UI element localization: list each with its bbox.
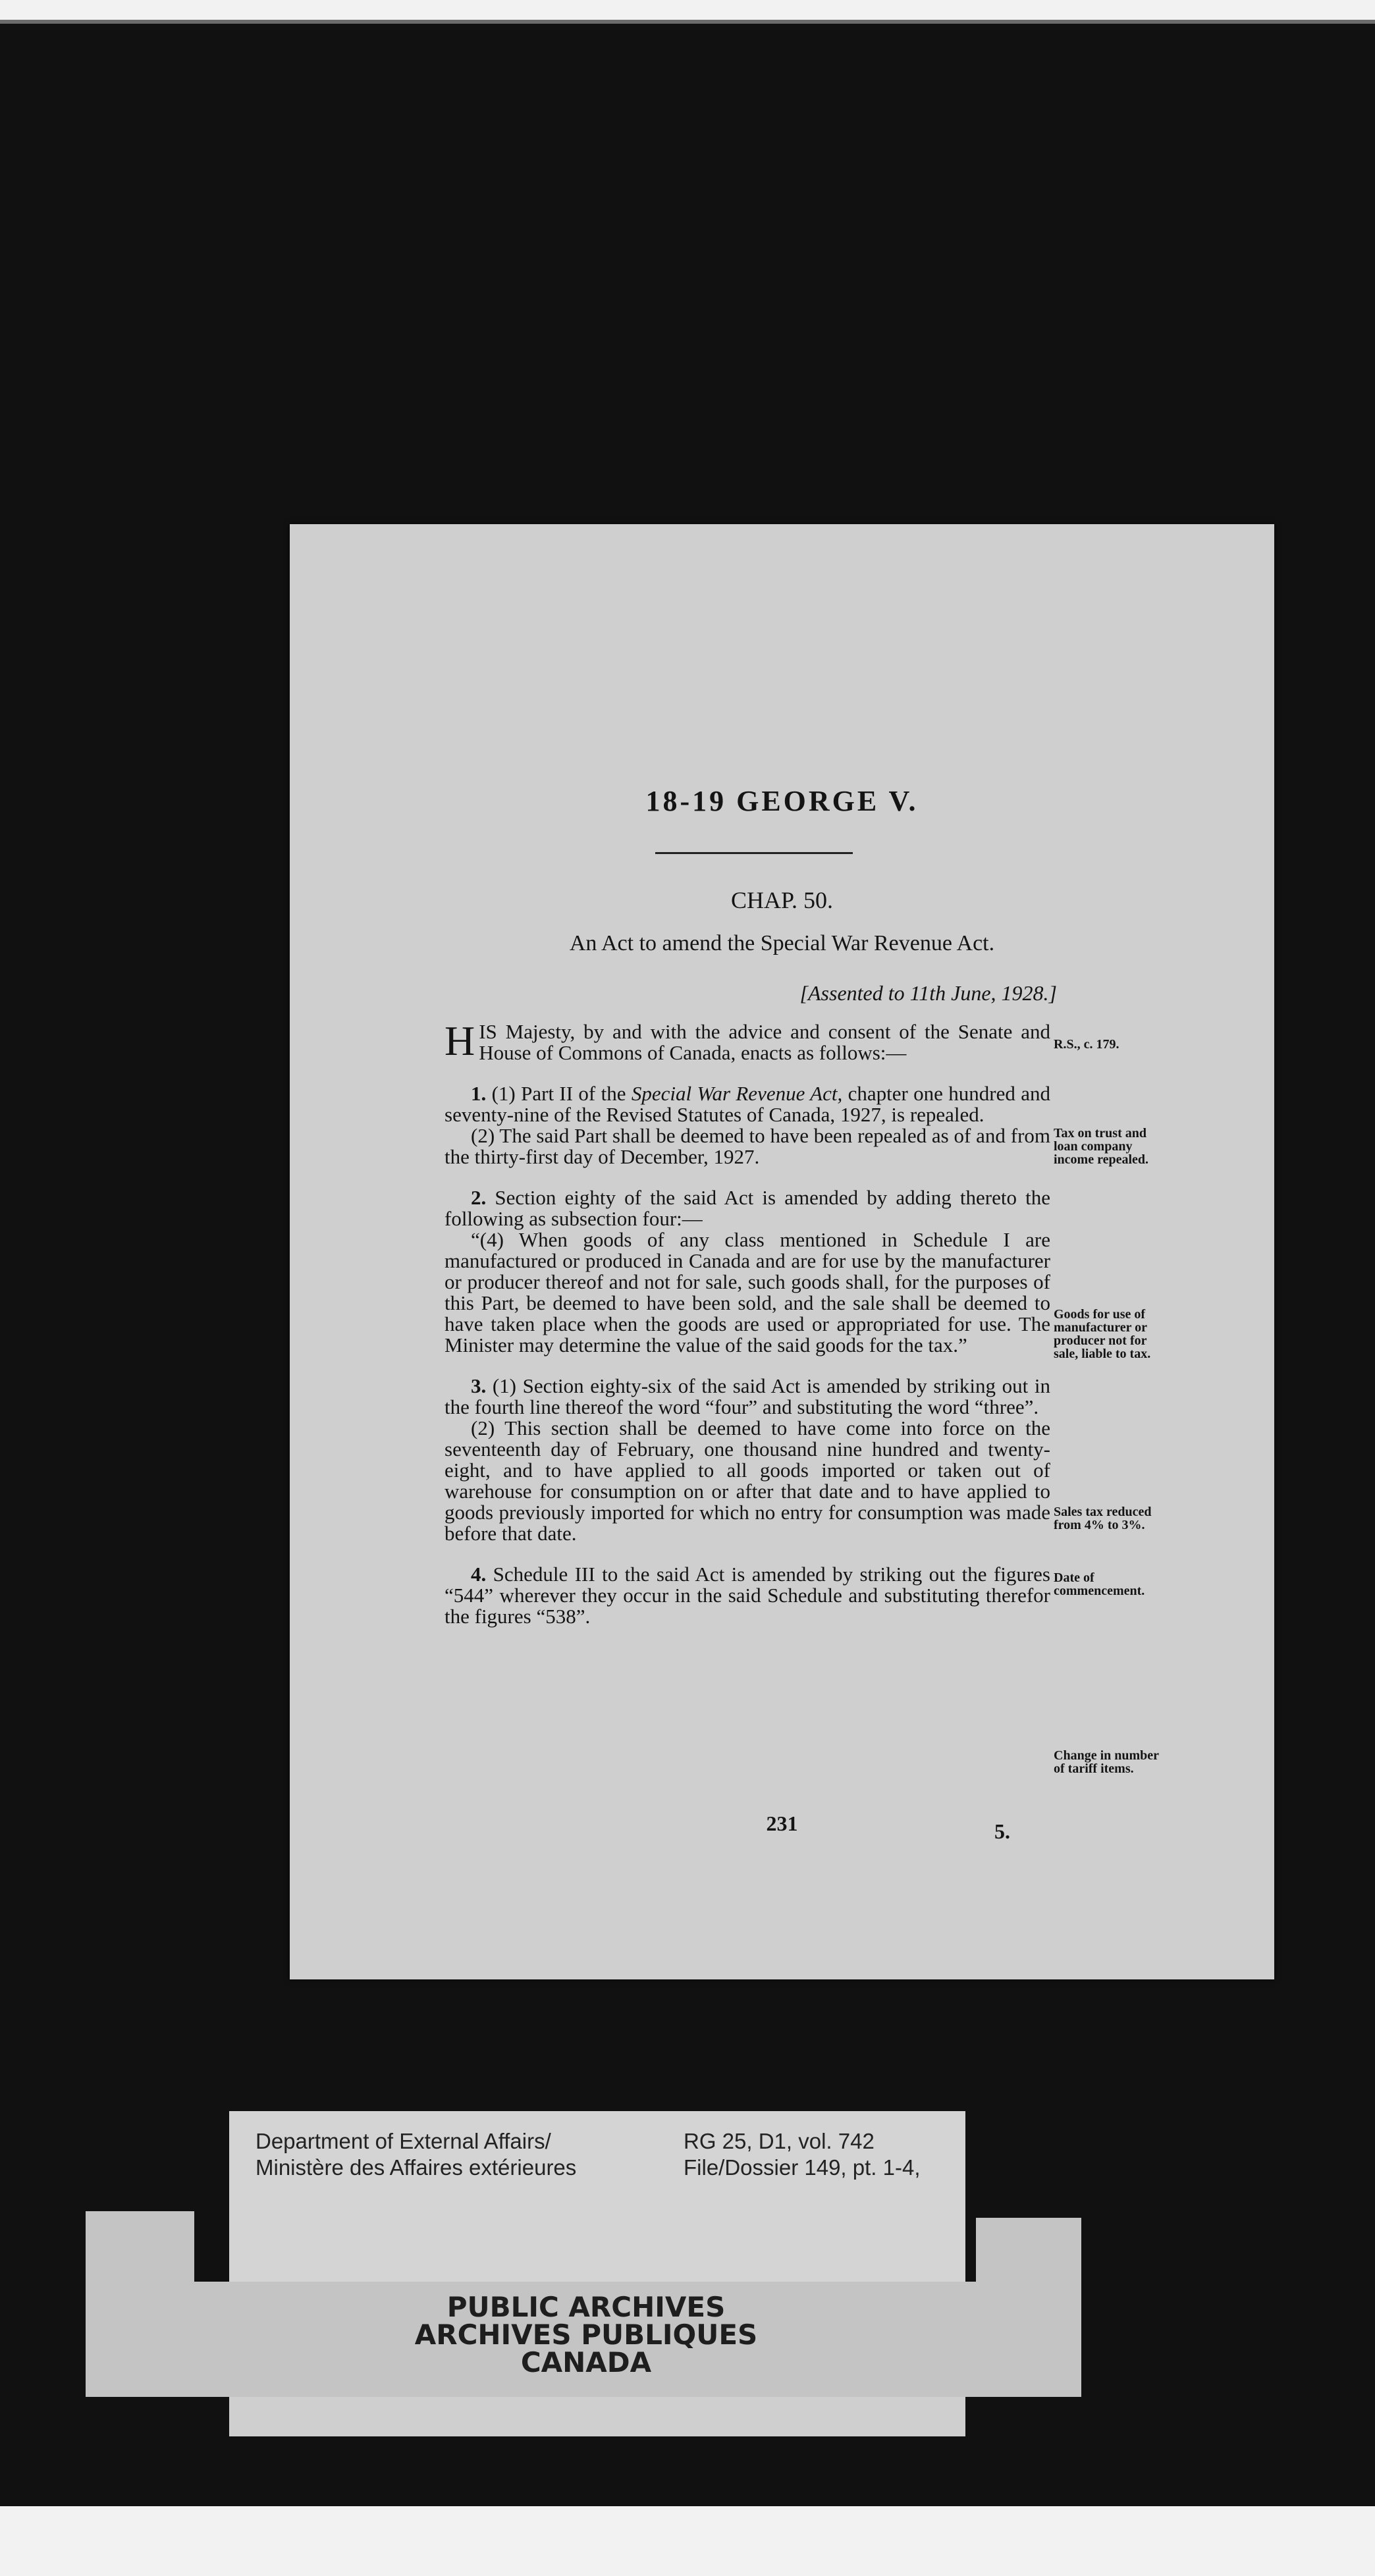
- card-tab-left: [86, 2211, 194, 2284]
- card-tab-right: [976, 2218, 1081, 2290]
- margin-note-goods-for-use: Goods for use of manufacturer or producer not for sale, liable to tax.: [1054, 1307, 1151, 1361]
- catchword: 5.: [994, 1819, 1010, 1843]
- document-page: [290, 524, 1274, 1979]
- reference-line-1: RG 25, D1, vol. 742: [684, 2129, 875, 2153]
- section-number: 3.: [471, 1374, 487, 1397]
- section-text: Schedule III to the said Act is amended by striking out the figures “544” wherever they occur in the said Schedule and substituting therefor the figures “538”.: [445, 1563, 1050, 1628]
- stamp-line-2: ARCHIVES PUBLIQUES: [414, 2319, 758, 2351]
- stamp-line-3: CANADA: [520, 2346, 652, 2378]
- page-number: 231: [766, 1811, 798, 1835]
- margin-note-sales-tax: Sales tax reduced from 4% to 3%.: [1054, 1505, 1152, 1532]
- margin-note-tax-on-trust: Tax on trust and loan company income repealed.: [1054, 1126, 1149, 1167]
- department-line-1: Department of External Affairs/: [256, 2129, 551, 2153]
- section-3-2: (2) This section shall be deemed to have come into force on the seventeenth day of February, one thousand nine hundred and twenty-eight, and to have applied to all goods imported or taken out of warehouse for consumption on or after that date and to have applied to goods previously imported for which no entry for consumption was made before that date.: [445, 1416, 1050, 1545]
- card-bottom-strip: [229, 2397, 965, 2436]
- section-text: (1) Part II of the: [486, 1082, 632, 1105]
- margin-note-date-commencement: Date of commencement.: [1054, 1570, 1145, 1598]
- document-title: 18-19 GEORGE V.: [645, 785, 919, 817]
- section-2: [445, 1187, 1050, 1229]
- margin-note-rs: R.S., c. 179.: [1054, 1037, 1119, 1052]
- act-name-italic: Special War Revenue Act,: [631, 1082, 843, 1105]
- section-number: 2.: [471, 1186, 487, 1209]
- section-number: 4.: [471, 1563, 487, 1586]
- margin-note-change-number: Change in number of tariff items.: [1054, 1748, 1159, 1776]
- public-archives-stamp: [0, 2291, 1172, 2378]
- section-text: Section eighty of the said Act is amended by adding thereto the following as subsection four:—: [445, 1186, 1050, 1230]
- title-rule: [655, 852, 853, 854]
- section-text: (1) Section eighty-six of the said Act is amended by striking out in the fourth line thereof the word “four” and substituting the word “three”.: [445, 1374, 1050, 1418]
- section-text: chapter one hundred and seventy-nine of the Revised Statutes of Canada, 1927, is repealed.: [445, 1082, 1050, 1126]
- stamp-line-1: PUBLIC ARCHIVES: [446, 2291, 726, 2323]
- preamble-text: IS Majesty, by and with the advice and consent of the Senate and House of Commons of Canada, enacts as follows:—: [479, 1020, 1050, 1064]
- section-2-subsection-4: “(4) When goods of any class mentioned in Schedule I are manufactured or produced in Canada and are for use by the manufacturer or producer thereof and not for sale, such goods shall, for the purposes of this Part, be deemed to have been sold, and the sale shall be deemed to have taken place when the goods are used or appropriated for use. The Minister may determine the value of the said goods for the tax.”: [445, 1228, 1050, 1356]
- act-body: [445, 1017, 1050, 1628]
- act-title: An Act to amend the Special War Revenue Act.: [569, 931, 995, 955]
- department-line-2: Ministère des Affaires extérieures: [256, 2155, 577, 2180]
- chapter-heading: CHAP. 50.: [730, 887, 834, 913]
- assented-date: [Assented to 11th June, 1928.]: [799, 981, 1057, 1005]
- reference-label: [684, 2128, 921, 2181]
- section-3-1: [445, 1376, 1050, 1418]
- section-1-1: [445, 1083, 1050, 1125]
- department-label: [256, 2128, 576, 2181]
- preamble: [445, 1017, 1050, 1064]
- drop-cap: H: [445, 1017, 475, 1064]
- section-4: [445, 1564, 1050, 1627]
- reference-line-2: File/Dossier 149, pt. 1-4,: [684, 2155, 921, 2180]
- section-1-2: (2) The said Part shall be deemed to have been repealed as of and from the thirty-first day of December, 1927.: [445, 1124, 1050, 1168]
- section-number: 1.: [471, 1082, 487, 1105]
